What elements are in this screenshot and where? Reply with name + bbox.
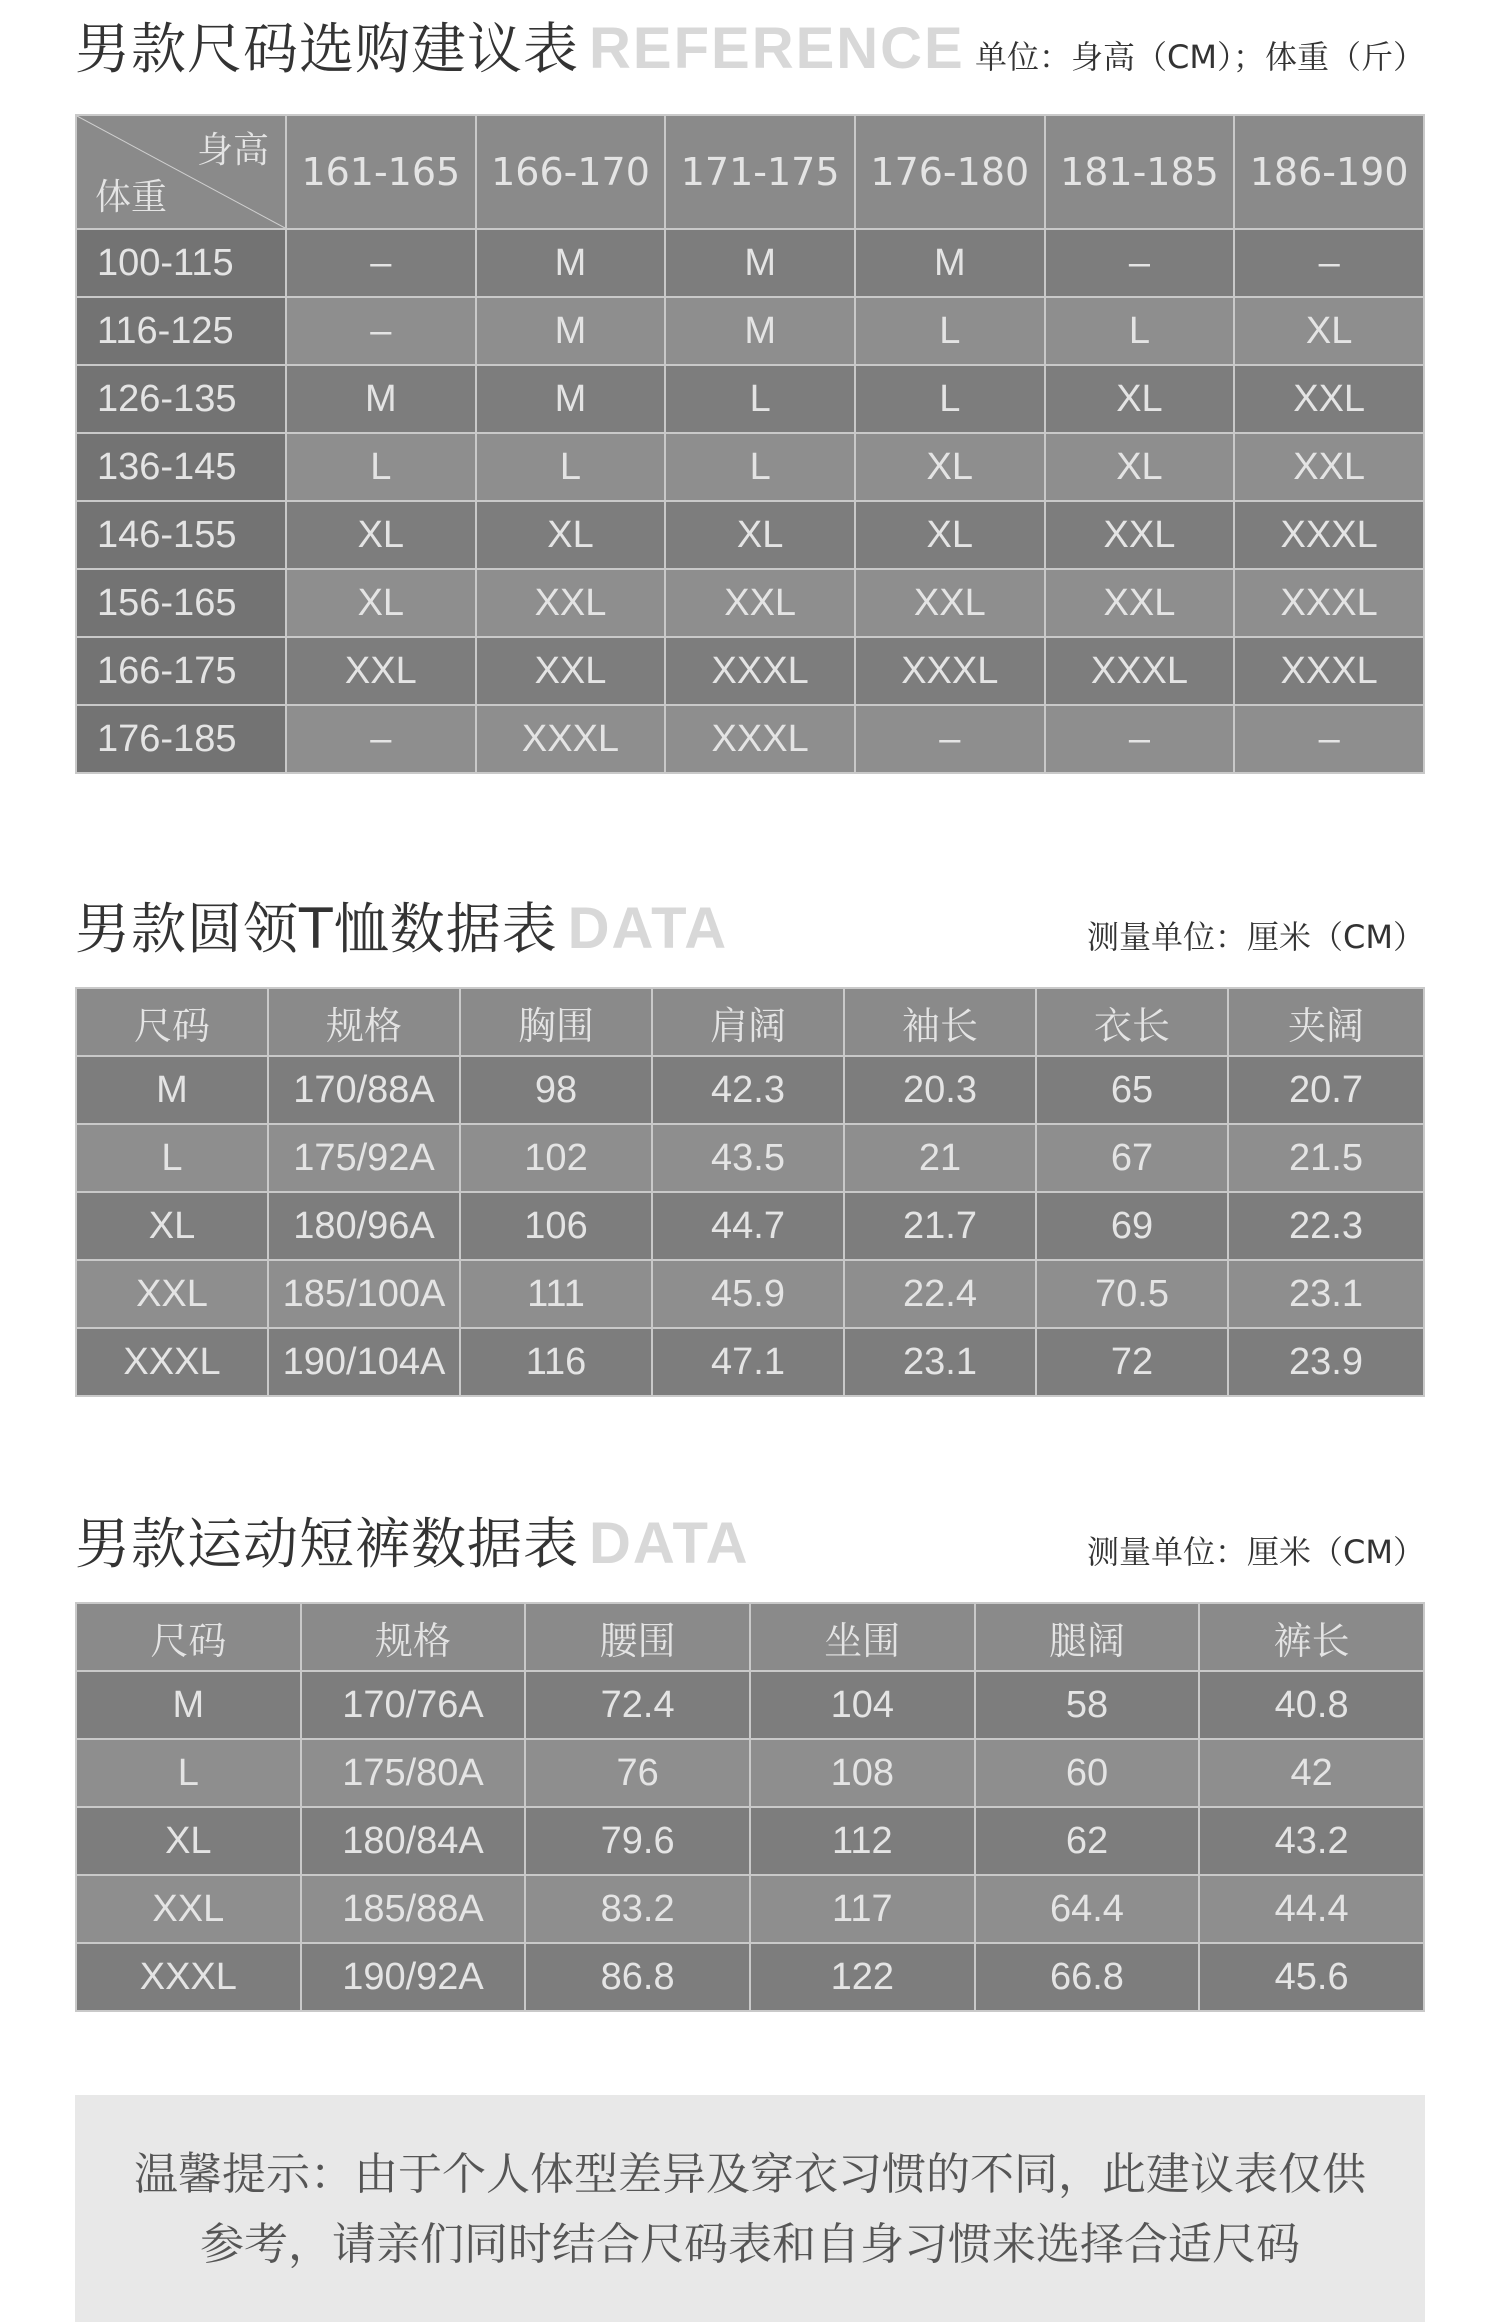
measurement-cell: 190/104A bbox=[268, 1328, 460, 1396]
table-row bbox=[76, 297, 1424, 365]
size-cell: M bbox=[665, 229, 855, 297]
measurement-cell: 66.8 bbox=[975, 1943, 1200, 2011]
size-cell: XXXL bbox=[855, 637, 1045, 705]
column-header: 尺码 bbox=[76, 1603, 301, 1671]
measurement-cell: 111 bbox=[460, 1260, 652, 1328]
corner-cell bbox=[76, 115, 286, 229]
measurement-cell: 22.4 bbox=[844, 1260, 1036, 1328]
weight-range-cell: 176-185 bbox=[76, 705, 286, 773]
size-cell: XXL bbox=[1234, 433, 1424, 501]
table-row bbox=[76, 1260, 1424, 1328]
measurement-cell: 69 bbox=[1036, 1192, 1228, 1260]
measurement-cell: 185/100A bbox=[268, 1260, 460, 1328]
corner-weight-label: 体重 bbox=[95, 177, 168, 218]
column-header: 肩阔 bbox=[652, 988, 844, 1056]
size-cell: XXXL bbox=[1234, 569, 1424, 637]
table-row bbox=[76, 705, 1424, 773]
size-cell: M bbox=[855, 229, 1045, 297]
weight-range-cell: 146-155 bbox=[76, 501, 286, 569]
measurement-cell: 117 bbox=[750, 1875, 975, 1943]
measurement-cell: 47.1 bbox=[652, 1328, 844, 1396]
size-cell: M bbox=[665, 297, 855, 365]
header-row bbox=[76, 988, 1424, 1056]
size-cell: XL bbox=[1234, 297, 1424, 365]
reference-header-row bbox=[76, 115, 1424, 229]
reference-title-en: REFERENCE bbox=[589, 16, 965, 81]
header-row bbox=[76, 1603, 1424, 1671]
size-cell: XXXL bbox=[1234, 637, 1424, 705]
size-cell: XXL bbox=[665, 569, 855, 637]
tip-line-1: 温馨提示：由于个人体型差异及穿衣习惯的不同，此建议表仅供 bbox=[134, 2149, 1366, 2200]
column-header: 尺码 bbox=[76, 988, 268, 1056]
tshirt-header bbox=[75, 880, 1425, 970]
size-cell: XL bbox=[1045, 365, 1235, 433]
size-label-cell: L bbox=[76, 1124, 268, 1192]
size-cell: XL bbox=[286, 569, 476, 637]
measurement-cell: 40.8 bbox=[1199, 1671, 1424, 1739]
size-cell: XXXL bbox=[476, 705, 666, 773]
measurement-cell: 76 bbox=[525, 1739, 750, 1807]
measurement-cell: 21.7 bbox=[844, 1192, 1036, 1260]
height-header: 171-175 bbox=[665, 115, 855, 229]
weight-range-cell: 136-145 bbox=[76, 433, 286, 501]
size-cell: XL bbox=[1045, 433, 1235, 501]
measurement-cell: 20.7 bbox=[1228, 1056, 1424, 1124]
size-cell: – bbox=[286, 705, 476, 773]
measurement-cell: 170/88A bbox=[268, 1056, 460, 1124]
column-header: 裤长 bbox=[1199, 1603, 1424, 1671]
size-cell: L bbox=[665, 365, 855, 433]
size-cell: XXL bbox=[855, 569, 1045, 637]
reference-section bbox=[75, 0, 1425, 774]
column-header: 规格 bbox=[301, 1603, 526, 1671]
table-row bbox=[76, 1739, 1424, 1807]
measurement-cell: 185/88A bbox=[301, 1875, 526, 1943]
height-header: 186-190 bbox=[1234, 115, 1424, 229]
measurement-cell: 21.5 bbox=[1228, 1124, 1424, 1192]
size-cell: M bbox=[286, 365, 476, 433]
measurement-cell: 62 bbox=[975, 1807, 1200, 1875]
size-cell: – bbox=[286, 229, 476, 297]
measurement-cell: 180/96A bbox=[268, 1192, 460, 1260]
table-row bbox=[76, 1192, 1424, 1260]
measurement-cell: 86.8 bbox=[525, 1943, 750, 2011]
measurement-cell: 42.3 bbox=[652, 1056, 844, 1124]
reference-title bbox=[75, 5, 965, 84]
column-header: 腿阔 bbox=[975, 1603, 1200, 1671]
reference-unit: 单位：身高（CM）；体重（斤） bbox=[975, 38, 1425, 76]
size-label-cell: XL bbox=[76, 1192, 268, 1260]
column-header: 胸围 bbox=[460, 988, 652, 1056]
measurement-cell: 79.6 bbox=[525, 1807, 750, 1875]
reference-table bbox=[75, 114, 1425, 774]
measurement-cell: 22.3 bbox=[1228, 1192, 1424, 1260]
tip-line-2: 参考，请亲们同时结合尺码表和自身习惯来选择合适尺码 bbox=[200, 2219, 1300, 2270]
size-cell: – bbox=[1045, 705, 1235, 773]
shorts-title-en: DATA bbox=[589, 1511, 750, 1576]
size-cell: XXL bbox=[1045, 569, 1235, 637]
tshirt-section bbox=[75, 880, 1425, 1397]
weight-range-cell: 126-135 bbox=[76, 365, 286, 433]
tshirt-title-cn: 男款圆领T恤数据表 bbox=[75, 897, 558, 961]
size-cell: M bbox=[476, 229, 666, 297]
shorts-table bbox=[75, 1602, 1425, 2012]
weight-range-cell: 156-165 bbox=[76, 569, 286, 637]
measurement-cell: 43.5 bbox=[652, 1124, 844, 1192]
size-cell: XXL bbox=[286, 637, 476, 705]
size-cell: L bbox=[665, 433, 855, 501]
table-row bbox=[76, 569, 1424, 637]
corner-height-label: 身高 bbox=[196, 130, 269, 171]
tshirt-unit: 测量单位：厘米（CM） bbox=[1087, 918, 1425, 956]
size-cell: XL bbox=[855, 433, 1045, 501]
shorts-unit: 测量单位：厘米（CM） bbox=[1087, 1533, 1425, 1571]
tshirt-title-en: DATA bbox=[567, 896, 729, 961]
measurement-cell: 67 bbox=[1036, 1124, 1228, 1192]
measurement-cell: 122 bbox=[750, 1943, 975, 2011]
measurement-cell: 190/92A bbox=[301, 1943, 526, 2011]
size-cell: M bbox=[476, 365, 666, 433]
column-header: 衣长 bbox=[1036, 988, 1228, 1056]
size-cell: XXL bbox=[1045, 501, 1235, 569]
measurement-cell: 64.4 bbox=[975, 1875, 1200, 1943]
height-header: 166-170 bbox=[476, 115, 666, 229]
column-header: 规格 bbox=[268, 988, 460, 1056]
table-row bbox=[76, 1671, 1424, 1739]
table-row bbox=[76, 501, 1424, 569]
measurement-cell: 43.2 bbox=[1199, 1807, 1424, 1875]
column-header: 袖长 bbox=[844, 988, 1036, 1056]
size-cell: – bbox=[1234, 229, 1424, 297]
measurement-cell: 175/92A bbox=[268, 1124, 460, 1192]
measurement-cell: 65 bbox=[1036, 1056, 1228, 1124]
measurement-cell: 108 bbox=[750, 1739, 975, 1807]
measurement-cell: 45.6 bbox=[1199, 1943, 1424, 2011]
reference-header bbox=[75, 0, 1425, 90]
size-cell: M bbox=[476, 297, 666, 365]
size-cell: – bbox=[1045, 229, 1235, 297]
size-label-cell: M bbox=[76, 1671, 301, 1739]
measurement-cell: 58 bbox=[975, 1671, 1200, 1739]
weight-range-cell: 166-175 bbox=[76, 637, 286, 705]
measurement-cell: 23.1 bbox=[844, 1328, 1036, 1396]
size-cell: XXL bbox=[1234, 365, 1424, 433]
size-label-cell: M bbox=[76, 1056, 268, 1124]
size-cell: XXXL bbox=[1234, 501, 1424, 569]
size-cell: XL bbox=[665, 501, 855, 569]
table-row bbox=[76, 1807, 1424, 1875]
height-header: 176-180 bbox=[855, 115, 1045, 229]
shorts-title bbox=[75, 1500, 750, 1579]
size-cell: – bbox=[286, 297, 476, 365]
table-row bbox=[76, 365, 1424, 433]
size-cell: L bbox=[855, 365, 1045, 433]
measurement-cell: 44.4 bbox=[1199, 1875, 1424, 1943]
size-cell: XXXL bbox=[1045, 637, 1235, 705]
measurement-cell: 102 bbox=[460, 1124, 652, 1192]
height-header: 161-165 bbox=[286, 115, 476, 229]
weight-range-cell: 116-125 bbox=[76, 297, 286, 365]
measurement-cell: 170/76A bbox=[301, 1671, 526, 1739]
measurement-cell: 104 bbox=[750, 1671, 975, 1739]
measurement-cell: 72 bbox=[1036, 1328, 1228, 1396]
table-row bbox=[76, 1943, 1424, 2011]
measurement-cell: 180/84A bbox=[301, 1807, 526, 1875]
size-label-cell: XXL bbox=[76, 1875, 301, 1943]
tshirt-table bbox=[75, 987, 1425, 1397]
size-cell: XL bbox=[476, 501, 666, 569]
size-label-cell: XXXL bbox=[76, 1943, 301, 2011]
measurement-cell: 112 bbox=[750, 1807, 975, 1875]
measurement-cell: 23.1 bbox=[1228, 1260, 1424, 1328]
size-cell: L bbox=[855, 297, 1045, 365]
measurement-cell: 21 bbox=[844, 1124, 1036, 1192]
size-cell: XXXL bbox=[665, 705, 855, 773]
column-header: 坐围 bbox=[750, 1603, 975, 1671]
measurement-cell: 45.9 bbox=[652, 1260, 844, 1328]
shorts-title-cn: 男款运动短裤数据表 bbox=[75, 1512, 580, 1576]
table-row bbox=[76, 1875, 1424, 1943]
weight-range-cell: 100-115 bbox=[76, 229, 286, 297]
size-cell: L bbox=[286, 433, 476, 501]
table-row bbox=[76, 1056, 1424, 1124]
size-cell: XXXL bbox=[665, 637, 855, 705]
measurement-cell: 116 bbox=[460, 1328, 652, 1396]
size-label-cell: XXL bbox=[76, 1260, 268, 1328]
table-row bbox=[76, 229, 1424, 297]
shorts-header bbox=[75, 1495, 1425, 1585]
measurement-cell: 72.4 bbox=[525, 1671, 750, 1739]
size-cell: L bbox=[476, 433, 666, 501]
shorts-section bbox=[75, 1495, 1425, 2012]
tip-box bbox=[75, 2095, 1425, 2322]
reference-title-cn: 男款尺码选购建议表 bbox=[75, 17, 580, 81]
size-label-cell: XXXL bbox=[76, 1328, 268, 1396]
measurement-cell: 44.7 bbox=[652, 1192, 844, 1260]
size-cell: XXL bbox=[476, 637, 666, 705]
table-row bbox=[76, 433, 1424, 501]
measurement-cell: 42 bbox=[1199, 1739, 1424, 1807]
size-cell: – bbox=[855, 705, 1045, 773]
size-cell: L bbox=[1045, 297, 1235, 365]
size-cell: – bbox=[1234, 705, 1424, 773]
table-row bbox=[76, 1124, 1424, 1192]
size-cell: XL bbox=[855, 501, 1045, 569]
size-label-cell: L bbox=[76, 1739, 301, 1807]
measurement-cell: 106 bbox=[460, 1192, 652, 1260]
table-row bbox=[76, 1328, 1424, 1396]
measurement-cell: 83.2 bbox=[525, 1875, 750, 1943]
size-cell: XXL bbox=[476, 569, 666, 637]
measurement-cell: 60 bbox=[975, 1739, 1200, 1807]
size-label-cell: XL bbox=[76, 1807, 301, 1875]
table-row bbox=[76, 637, 1424, 705]
column-header: 腰围 bbox=[525, 1603, 750, 1671]
measurement-cell: 23.9 bbox=[1228, 1328, 1424, 1396]
tshirt-title bbox=[75, 885, 728, 964]
column-header: 夹阔 bbox=[1228, 988, 1424, 1056]
size-cell: XL bbox=[286, 501, 476, 569]
measurement-cell: 20.3 bbox=[844, 1056, 1036, 1124]
measurement-cell: 175/80A bbox=[301, 1739, 526, 1807]
measurement-cell: 70.5 bbox=[1036, 1260, 1228, 1328]
height-header: 181-185 bbox=[1045, 115, 1235, 229]
measurement-cell: 98 bbox=[460, 1056, 652, 1124]
